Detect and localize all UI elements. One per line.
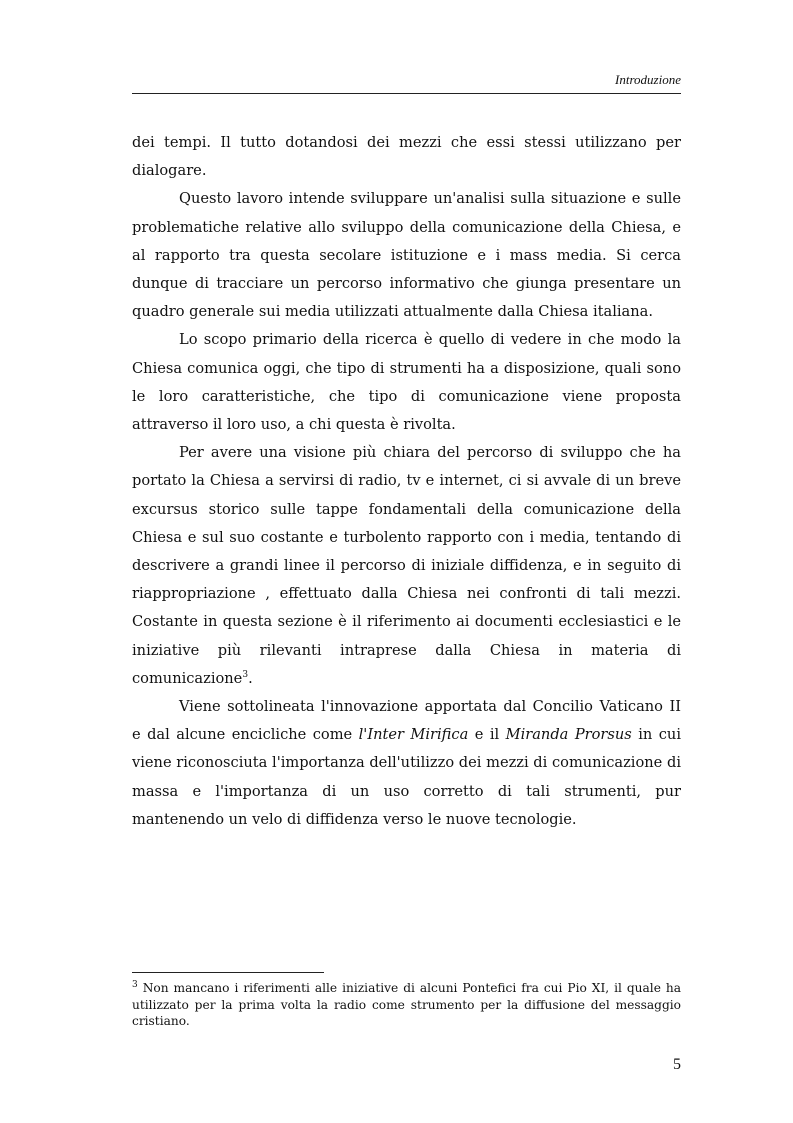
paragraph-historical-excursus-end: . <box>248 669 253 687</box>
vatican-text-part-1: Viene sottolineata l'innovazione apportata dal Concilio Vaticano II e dal alcune encicliche come <box>132 698 681 744</box>
footnote-separator <box>132 972 324 973</box>
vatican-text-part-2: e il <box>468 726 506 744</box>
paragraph-historical-excursus <box>132 439 681 693</box>
footnote-number: 3 <box>132 979 138 990</box>
paragraph-research-aim: Lo scopo primario della ricerca è quello di vedere in che modo la Chiesa comunica oggi, che tipo di strumenti ha a disposizione, quali sono le loro caratteristiche, che tipo di comunicazione viene proposta attraverso il loro uso, a chi questa è rivolta. <box>132 331 681 434</box>
header-rule <box>132 93 681 94</box>
body-text <box>132 129 681 834</box>
page-number: 5 <box>673 1056 681 1073</box>
inter-mirifica-title: l'Inter Mirifica <box>358 726 469 744</box>
paragraph-continuation: dei tempi. Il tutto dotandosi dei mezzi che essi stessi utilizzano per dialogare. <box>132 134 681 180</box>
paragraph-scope-of-work: Questo lavoro intende sviluppare un'analisi sulla situazione e sulle problematiche relative allo sviluppo della comunicazione della Chiesa, e al rapporto tra questa secolare istituzione e i mass media. Si cerca dunque di tracciare un percorso informativo che giunga presentare un quadro generale sui media utilizzati attualmente dalla Chiesa italiana. <box>132 190 681 321</box>
footnote <box>132 980 681 1030</box>
footnote-reference[interactable]: 3 <box>242 670 249 680</box>
vatican-text-part-3: in cui viene riconosciuta l'importanza dell'utilizzo dei mezzi di comunicazione di massa e l'importanza di un uso corretto di tali strumenti, pur mantenendo un velo di diffidenza verso le nuove tecnologie. <box>132 726 681 828</box>
miranda-prorsus-title: Miranda Prorsus <box>505 726 632 744</box>
paragraph-historical-excursus-text: Per avere una visione più chiara del percorso di sviluppo che ha portato la Chiesa a servirsi di radio, tv e internet, ci si avvale di un breve excursus storico sulle tappe fondamentali della comunicazione della Chiesa e sul suo costante e turbolento rapporto con i media, tentando di descrivere a grandi linee il percorso di iniziale diffidenza, e in seguito di riappropriazione , effettuato dalla Chiesa nei confronti di tali mezzi. Costante in questa sezione è il riferimento ai documenti ecclesiastici e le iniziative più rilevanti intraprese dalla Chiesa in materia di comunicazione <box>132 444 681 687</box>
paragraph-vatican-council <box>132 693 681 834</box>
running-header-title: Introduzione <box>615 72 681 87</box>
footnote-text: Non mancano i riferimenti alle iniziative di alcuni Pontefici fra cui Pio XI, il quale ha utilizzato per la prima volta la radio come strumento per la diffusione del messaggio cristiano. <box>132 981 681 1028</box>
